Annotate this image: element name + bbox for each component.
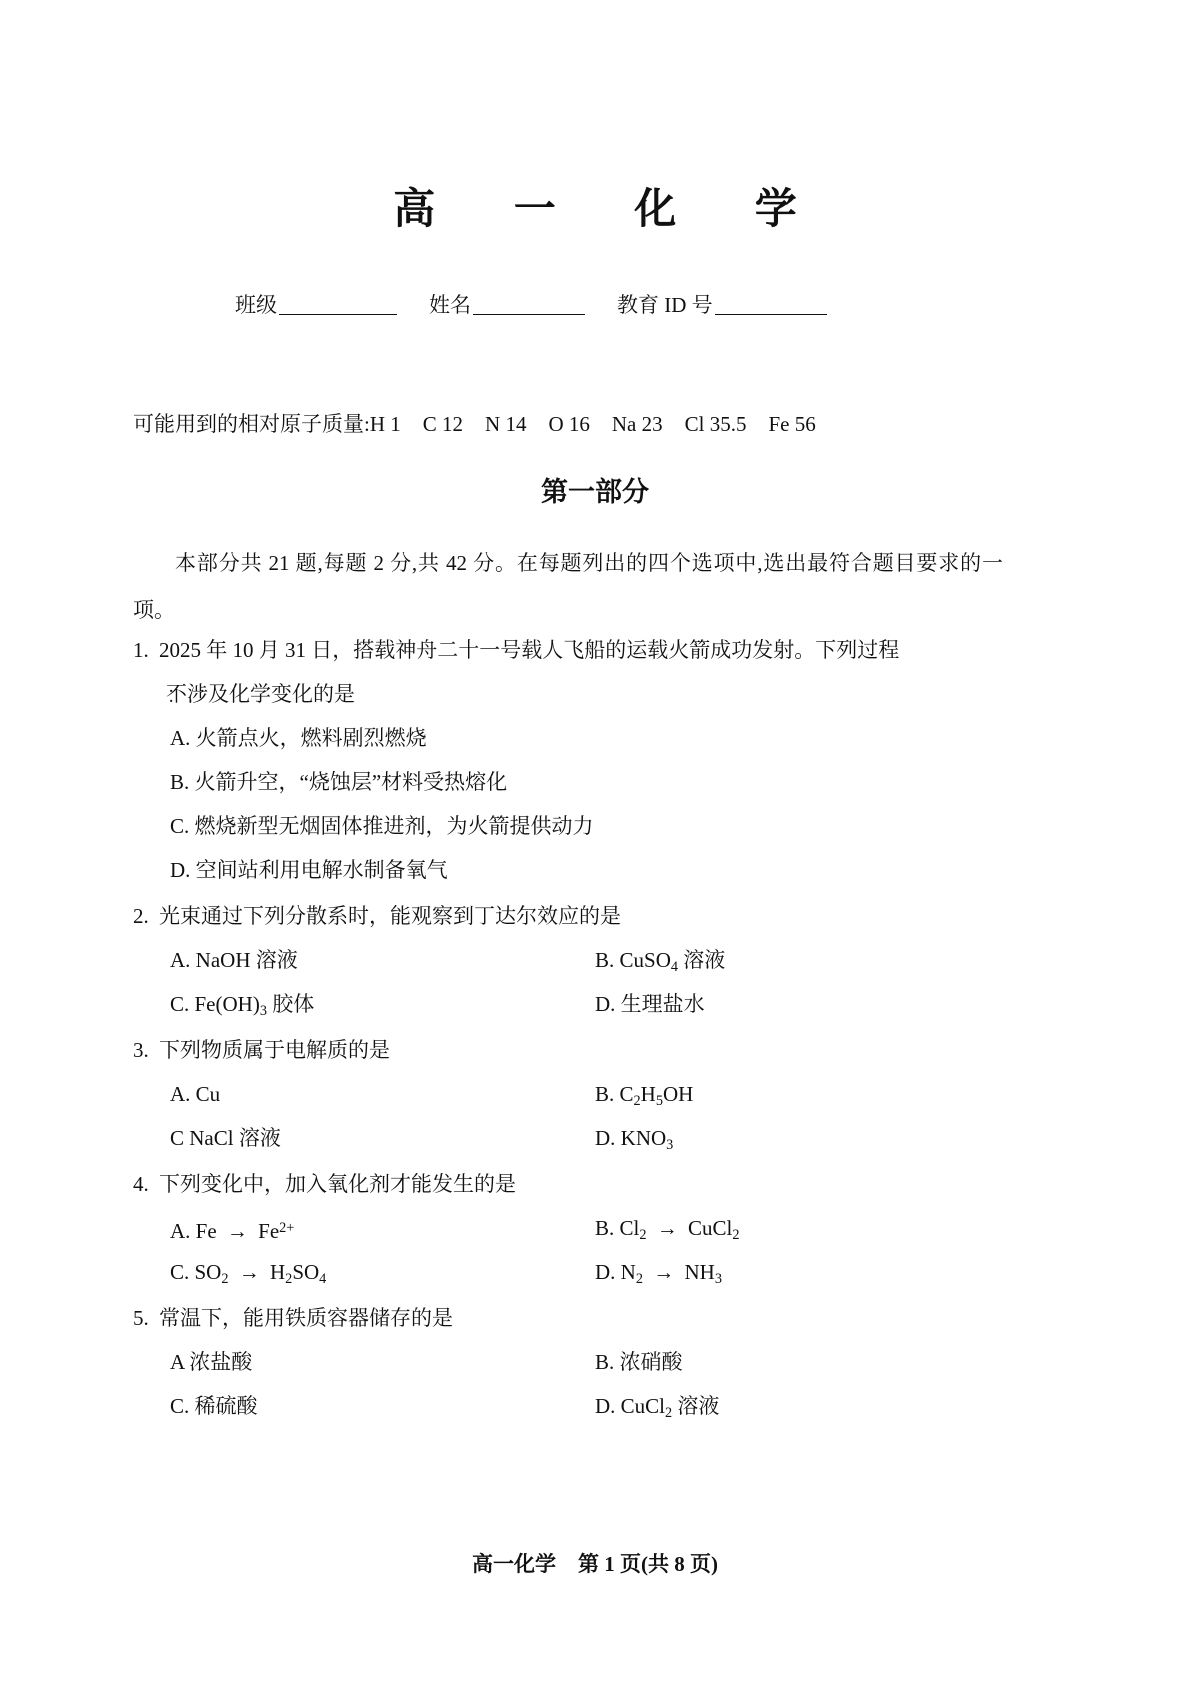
option-item[interactable]: C. $Fe(OH)_3$ 胶体 <box>170 992 315 1019</box>
question-stem: 2. 光束通过下列分散系时，能观察到丁达尔效应的是 <box>133 894 1013 938</box>
option-item[interactable]: C. $SO_2 \to H_2SO_4$ <box>170 1260 327 1287</box>
question-number: 4. <box>133 1172 149 1196</box>
option-list <box>133 1072 1013 1160</box>
atomic-mass-item: N 14 <box>485 412 527 436</box>
option-item[interactable]: A. 火箭点火，燃料剧烈燃烧 <box>170 726 427 750</box>
option-row <box>133 1340 1013 1384</box>
atomic-mass-item: Na 23 <box>611 412 663 436</box>
option-row <box>133 938 1013 982</box>
name-label: 姓名 <box>429 293 471 317</box>
question-item <box>133 894 1013 1026</box>
footer-page: 第 1 页(共 8 页) <box>578 1552 718 1576</box>
page-title: 高 一 化 学 <box>393 187 831 233</box>
question-number: 5. <box>133 1306 149 1330</box>
option-list <box>133 1206 1013 1294</box>
option-row <box>133 982 1013 1026</box>
option-item[interactable]: B. $C_2H_5OH$ <box>595 1082 694 1109</box>
option-item[interactable]: C NaCl 溶液 <box>170 1126 281 1150</box>
option-item[interactable]: D. 空间站利用电解水制备氧气 <box>170 858 448 882</box>
atomic-mass-line <box>133 408 816 438</box>
atomic-mass-item: C 12 <box>422 412 464 436</box>
question-stem: 4. 下列变化中，加入氧化剂才能发生的是 <box>133 1162 1013 1206</box>
option-item[interactable]: A. NaOH 溶液 <box>170 948 298 972</box>
option-row <box>133 1116 1013 1160</box>
name-blank[interactable] <box>473 314 585 315</box>
option-item[interactable]: D. $KNO_3$ <box>595 1126 674 1153</box>
student-info-line <box>235 289 829 319</box>
option-item[interactable]: A. Cu <box>170 1082 221 1106</box>
footer-subject: 高一化学 <box>472 1552 556 1576</box>
option-item[interactable]: B. $Cl_2$ → CuCl$_2$ <box>595 1216 740 1243</box>
atomic-mass-prefix: 可能用到的相对原子质量: <box>133 412 370 436</box>
part-heading: 第一部分 <box>541 477 649 507</box>
option-item[interactable]: A. $Fe \to Fe^{2+}$ <box>170 1218 295 1243</box>
question-number: 3. <box>133 1038 149 1062</box>
question-item <box>133 628 1013 892</box>
option-item[interactable]: D. CuCl$_2$ 溶液 <box>595 1394 720 1421</box>
question-item <box>133 1162 1013 1294</box>
atomic-mass-item: Fe 56 <box>768 412 816 436</box>
question-item <box>133 1296 1013 1428</box>
edu-id-label: 教育 ID 号 <box>617 293 713 317</box>
option-item[interactable]: A 浓盐酸 <box>170 1350 253 1374</box>
question-number: 2. <box>133 904 149 928</box>
question-stem: 5. 常温下，能用铁质容器储存的是 <box>133 1296 1013 1340</box>
page-footer <box>0 1548 1190 1578</box>
option-list <box>133 938 1013 1026</box>
option-item[interactable]: B. 火箭升空，“烧蚀层”材料受热熔化 <box>170 770 508 794</box>
option-row <box>133 1206 1013 1250</box>
question-item <box>133 1028 1013 1160</box>
question-stem: 3. 下列物质属于电解质的是 <box>133 1028 1013 1072</box>
instruction-paragraph: 本部分共 21 题,每题 2 分,共 42 分。在每题列出的四个选项中,选出最符合题目要求的一项。 <box>133 551 1003 622</box>
atomic-mass-item: Cl 35.5 <box>684 412 747 436</box>
option-list <box>133 1340 1013 1428</box>
atomic-mass-item: O 16 <box>548 412 590 436</box>
class-blank[interactable] <box>279 314 397 315</box>
option-list <box>133 716 1013 892</box>
atomic-mass-item: H 1 <box>369 412 401 436</box>
question-number: 1. <box>133 638 149 662</box>
option-row <box>133 1072 1013 1116</box>
class-label: 班级 <box>235 293 277 317</box>
option-item[interactable]: B. CuSO$_4$ 溶液 <box>595 948 726 975</box>
question-stem-continued: 不涉及 · · ·化学变化的是 <box>133 672 1013 716</box>
option-item[interactable]: D. 生理盐水 <box>595 992 705 1016</box>
option-item[interactable]: C. 燃烧新型无烟固体推进剂，为火箭提供动力 <box>170 814 594 838</box>
option-item[interactable]: D. $N_2 \to NH_3$ <box>595 1260 722 1287</box>
emphasis-dotted-text: 不涉及 · · · <box>166 672 229 716</box>
edu-id-blank[interactable] <box>715 314 827 315</box>
option-row <box>133 1384 1013 1428</box>
question-list <box>133 628 1013 1430</box>
option-item[interactable]: B. 浓硝酸 <box>595 1350 683 1374</box>
option-item[interactable]: C. 稀硫酸 <box>170 1394 258 1418</box>
question-stem: 1. 2025 年 10 月 31 日，搭载神舟二十一号载人飞船的运载火箭成功发射。下列过程 <box>133 628 1013 672</box>
option-row <box>133 1250 1013 1294</box>
